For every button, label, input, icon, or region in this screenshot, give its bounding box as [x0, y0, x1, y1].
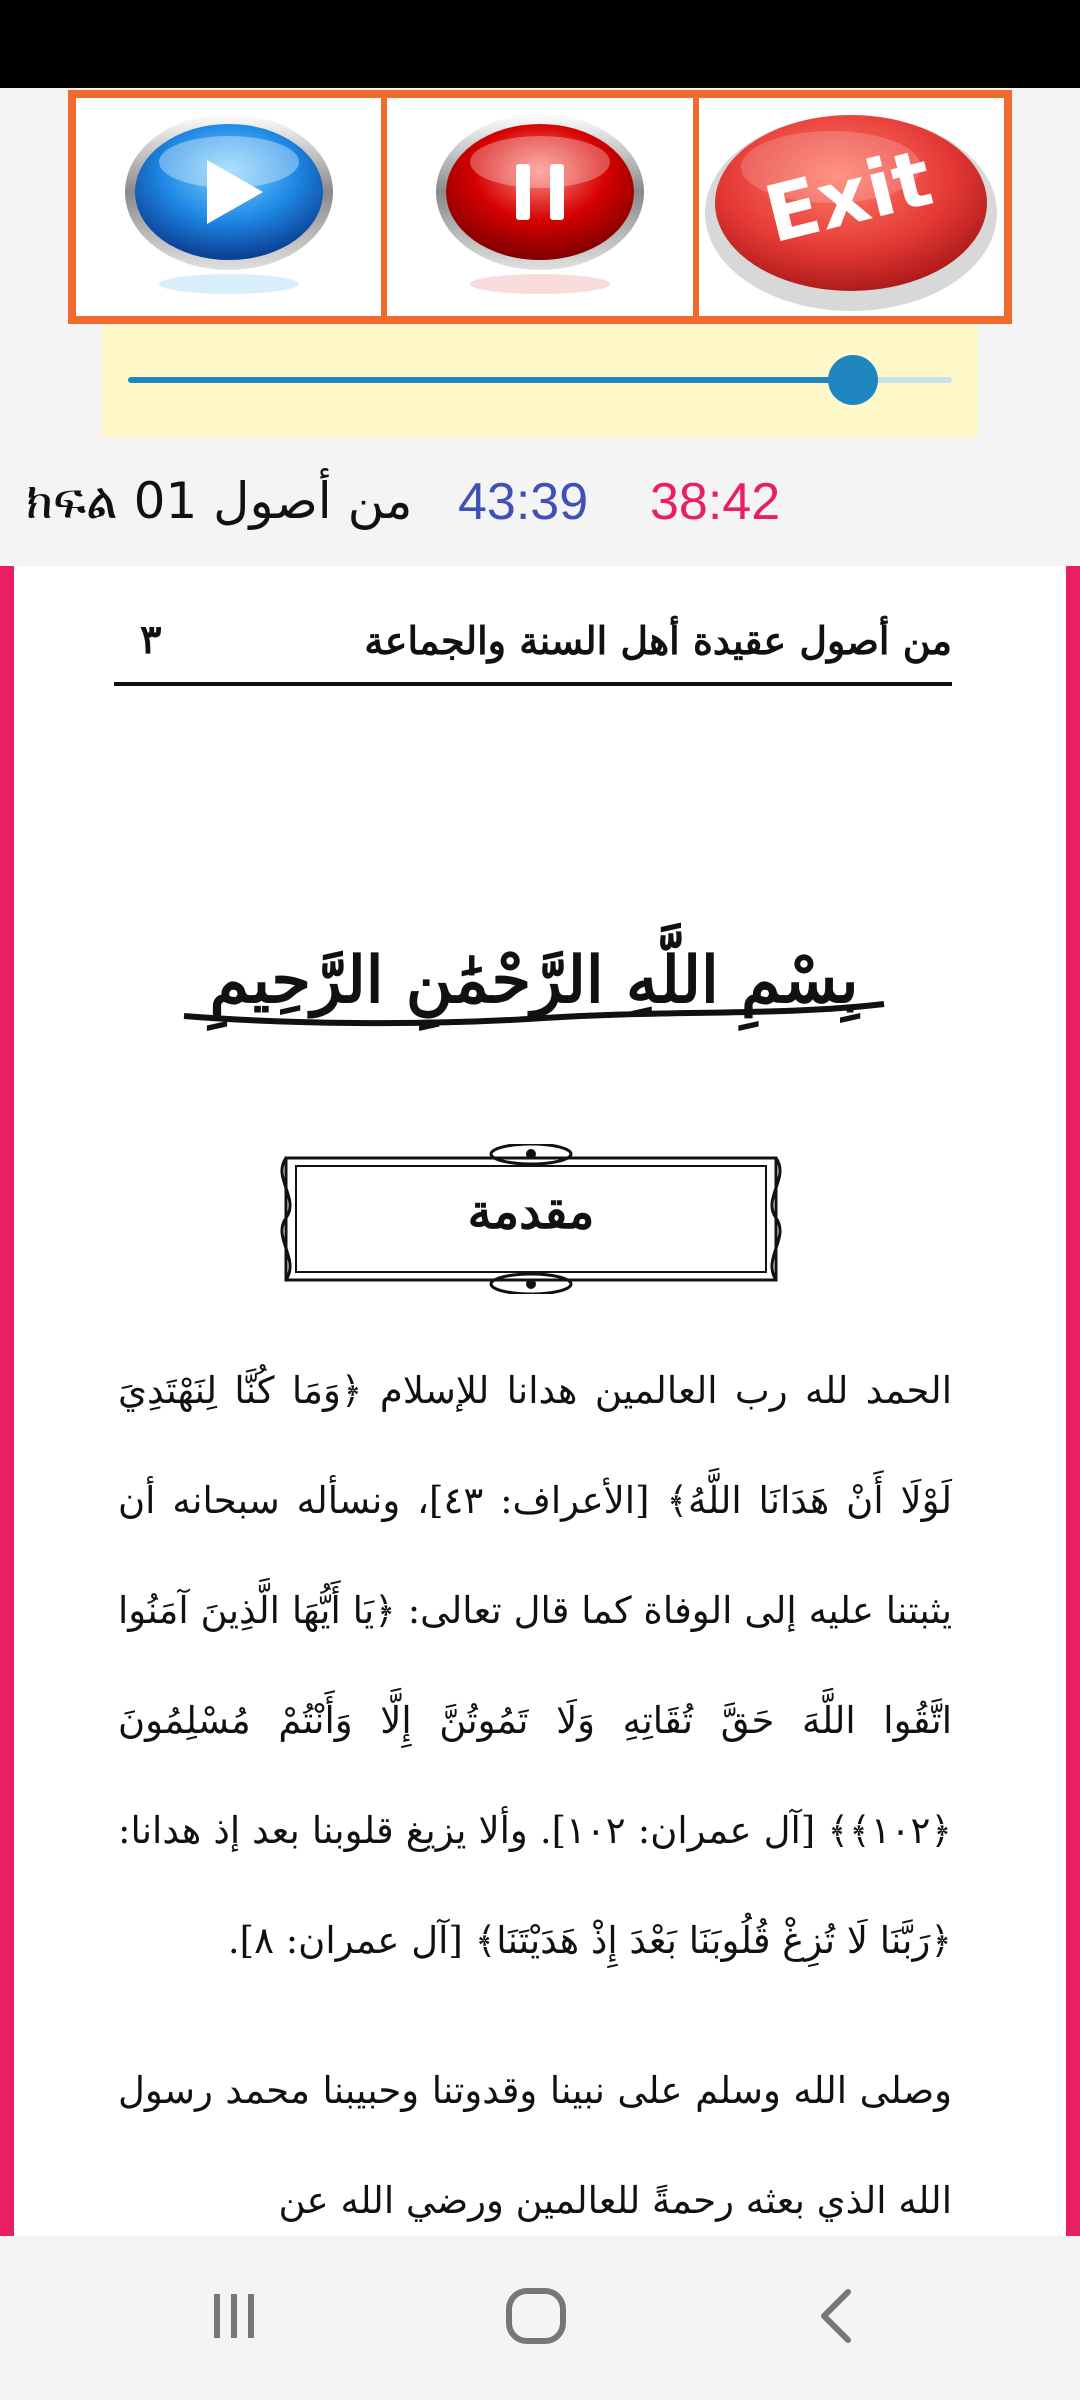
back-button[interactable]: [778, 2266, 898, 2366]
section-title: مقدمة: [467, 1184, 595, 1240]
recents-icon: [204, 2286, 264, 2346]
track-title: ክፍል 01 من أصول: [26, 472, 413, 530]
paragraph: الحمد لله رب العالمين هدانا للإسلام ﴿وَمَا كُنَّا لِنَهْتَدِيَ لَوْلَا أَنْ هَدَانَا اللَّهُ﴾ [الأعراف: ٤٣]، ونسأله سبحانه أن يثبتنا عليه إلى الوفاة كما قال تعالى: ﴿يَا أَيُّهَا الَّذِينَ آمَنُوا اتَّقُوا اللَّهَ حَقَّ تُقَاتِهِ وَلَا تَمُوتُنَّ إِلَّا وَأَنْتُمْ مُسْلِمُونَ ﴿١٠٢﴾﴾ [آل عمران: ١٠٢]. وألا يزيغ قلوبنا بعد إذ هدانا: ﴿رَبَّنَا لَا تُزِغْ قُلُوبَنَا بَعْدَ إِذْ هَدَيْتَنَا﴾ [آل عمران: ٨].: [118, 1369, 953, 1962]
player-controls: [68, 90, 1012, 324]
exit-button[interactable]: [699, 98, 1004, 316]
exit-label: Exit: [756, 133, 942, 262]
paragraph: وصلى الله وسلم على نبينا وقدوتنا وحبيبنا محمد رسول الله الذي بعثه رحمةً للعالمين ورضي الله عن: [118, 2069, 952, 2222]
seek-thumb[interactable]: [828, 355, 878, 405]
exit-icon: [701, 97, 1001, 317]
recents-button[interactable]: [174, 2266, 294, 2366]
page-header-title: من أصول عقيدة أهل السنة والجماعة: [364, 618, 952, 663]
section-title-frame: [266, 1144, 796, 1294]
seek-progress: [128, 377, 853, 383]
page-header: [114, 616, 952, 686]
status-bar: [0, 0, 1080, 88]
document-frame: [0, 566, 1080, 2236]
document-page[interactable]: [14, 566, 1066, 2236]
page-number: ٣: [140, 616, 162, 663]
elapsed-time: 43:39: [458, 473, 589, 531]
seek-slider-container: [102, 325, 978, 437]
play-button[interactable]: [76, 98, 387, 316]
seek-track[interactable]: [128, 377, 952, 383]
home-icon: [501, 2281, 571, 2351]
system-nav-bar: [0, 2236, 1080, 2400]
pause-icon: [430, 112, 650, 302]
document-body: [118, 1336, 952, 2236]
home-button[interactable]: [476, 2266, 596, 2366]
play-icon: [119, 112, 339, 302]
basmala-text: بِسْمِ اللَّهِ الرَّحْمَٰنِ الرَّحِيمِ: [209, 943, 859, 1018]
back-icon: [808, 2286, 868, 2346]
pause-button[interactable]: [387, 98, 698, 316]
basmala-calligraphy: [164, 906, 904, 1056]
total-time: 38:42: [650, 473, 781, 531]
track-info-row: [0, 452, 1080, 552]
